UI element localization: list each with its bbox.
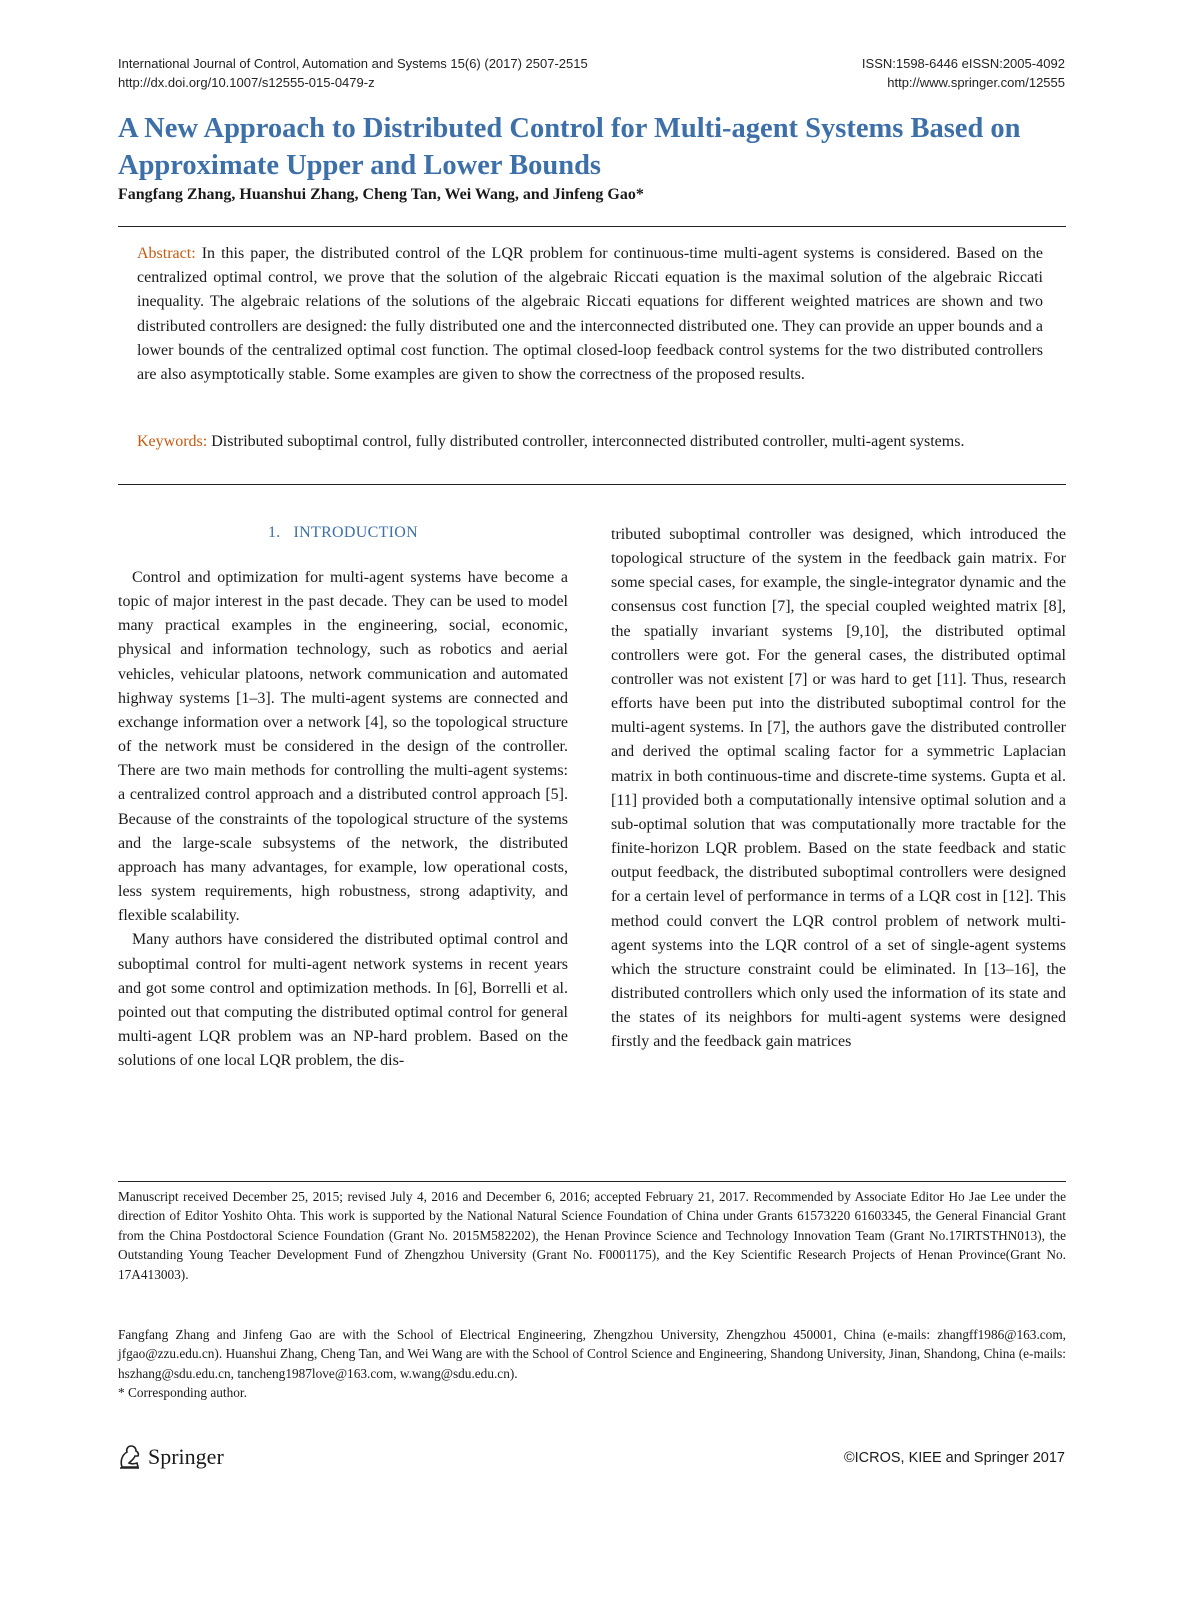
section-title: INTRODUCTION (293, 524, 418, 541)
affiliation-footnote (118, 1325, 1066, 1403)
corresponding-author-note: * Corresponding author. (118, 1385, 247, 1401)
journal-url-link[interactable]: http://www.springer.com/12555 (887, 75, 1065, 90)
journal-citation: International Journal of Control, Automation and Systems 15(6) (2017) 2507-2515 (118, 56, 588, 71)
affiliation-text: Fangfang Zhang and Jinfeng Gao are with the School of Electrical Engineering, Zhengzhou University, Zhengzhou 450001, China (e-mails: zhangff1986@163.com, jfgao@zzu.edu.cn). Huanshui Zhang, Cheng Tan, and Wei Wang are with the School of Control Science and Engineering, Shandong University, Jinan, Shandong, China (e-mails: hszhang@sdu.edu.cn, tancheng1987love@163.com, w.wang@sdu.edu.cn). (118, 1327, 1066, 1381)
abstract (137, 242, 1043, 387)
doi-link[interactable]: http://dx.doi.org/10.1007/s12555-015-0479-z (118, 75, 375, 90)
keywords-label: Keywords: (137, 433, 208, 450)
funding-footnote: Manuscript received December 25, 2015; revised July 4, 2016 and December 6, 2016; accepted February 21, 2017. Recommended by Associate Editor Ho Jae Lee under the direction of Editor Yoshito Ohta. This work is supported by the National Natural Science Foundation of China under Grants 61573220 61603345, the General Financial Grant from the China Postdoctoral Science Foundation (Grant No. 2015M582202), the Henan Province Science and Technology Innovation Team (Grant No.17IRTSTHN013), the Outstanding Young Teacher Development Fund of Zhengzhou University (Grant No. F0001175), and the Key Scientific Research Projects of Henan Province(Grant No. 17A413003). (118, 1189, 1066, 1282)
divider-bottom (118, 484, 1066, 485)
copyright: ©ICROS, KIEE and Springer 2017 (843, 1450, 1065, 1466)
abstract-text: In this paper, the distributed control of the LQR problem for continuous-time multi-agent systems is considered. Based on the centralized optimal control, we prove that the solution of the algebraic Riccati equation is the maximal solution of the algebraic Riccati inequality. The algebraic relations of the solutions of the algebraic Riccati equations for different weighted matrices are shown and two distributed controllers are designed: the fully distributed one and the interconnected distributed one. They can provide an upper bounds and a lower bounds of the centralized optimal cost function. The optimal closed-loop feedback control systems for the two distributed controllers are also asymptotically stable. Some examples are given to show the correctness of the proposed results. (137, 245, 1044, 384)
author-list: Fangfang Zhang, Huanshui Zhang, Cheng Tan, Wei Wang, and Jinfeng Gao* (118, 186, 644, 203)
keywords-text: Distributed suboptimal control, fully distributed controller, interconnected distributed controller, multi-agent systems. (211, 433, 965, 450)
intro-paragraph-3: tributed suboptimal controller was designed, which introduced the topological structure of the system in the feedback gain matrix. For some special cases, for example, the single-integrator dynamic and the consensus cost function [7], the special coupled weighted matrix [8], the spatially invariant systems [9,10], the distributed optimal controllers were got. For the general cases, the distributed optimal controller was not existent [7] or was hard to get [11]. Thus, research efforts have been put into the distributed suboptimal control for the multi-agent systems. In [7], the authors gave the distributed controller and derived the optimal scaling factor for a symmetric Laplacian matrix in both continuous-time and discrete-time systems. Gupta et al. [11] provided both a computationally intensive optimal solution and a sub-optimal solution that was computationally more tractable for the finite-horizon LQR problem. Based on the state feedback and static output feedback, the distributed suboptimal controllers were designed for a certain level of performance in terms of a LQR cost in [12]. This method could convert the LQR control problem of network multi-agent systems into the LQR control of a set of single-agent systems which the structure constraint could be eliminated. In [13–16], the distributed controllers which only used the information of its state and the states of its neighbors for multi-agent systems were designed firstly and the feedback gain matrices (611, 526, 1066, 1051)
issn-header (862, 54, 1065, 92)
section-number: 1. (268, 524, 281, 541)
intro-paragraph-1: Control and optimization for multi-agent systems have become a topic of major interest in the past decade. They can be used to model many practical examples in the engineering, social, economic, physical and information technology, such as robotics and aerial vehicles, vehicular platoons, network communication and automated highway systems [1–3]. The multi-agent systems are connected and exchange information over a network [4], so the topological structure of the network must be considered in the design of the controller. There are two main methods for controlling the multi-agent systems: a centralized control approach and a distributed control approach [5]. Because of the constraints of the topological structure of the systems and the large-scale subsystems of the network, the distributed approach has many advantages, for example, low operational costs, less system requirements, high robustness, strong adaptivity, and flexible scalability. (118, 569, 568, 925)
paper-title: A New Approach to Distributed Control for Multi-agent Systems Based on Approximate Upper and Lower Bounds (118, 113, 1021, 181)
footnote-divider (118, 1181, 1066, 1182)
intro-paragraph-2: Many authors have considered the distributed optimal control and suboptimal control for multi-agent network systems in recent years and got some control and optimization methods. In [6], Borrelli et al. pointed out that computing the distributed optimal control for general multi-agent LQR problem was an NP-hard problem. Based on the solutions of one local LQR problem, the dis- (118, 931, 568, 1070)
springer-horse-icon (116, 1443, 142, 1471)
left-column (118, 566, 568, 1073)
publisher-name: Springer (148, 1444, 224, 1469)
springer-logo (116, 1443, 224, 1471)
abstract-label: Abstract: (137, 245, 196, 262)
journal-header (118, 54, 588, 92)
section-heading (118, 524, 568, 542)
right-column (611, 523, 1066, 1054)
keywords (137, 430, 1043, 454)
issn-text: ISSN:1598-6446 eISSN:2005-4092 (861, 56, 1065, 71)
divider-top (118, 226, 1066, 227)
